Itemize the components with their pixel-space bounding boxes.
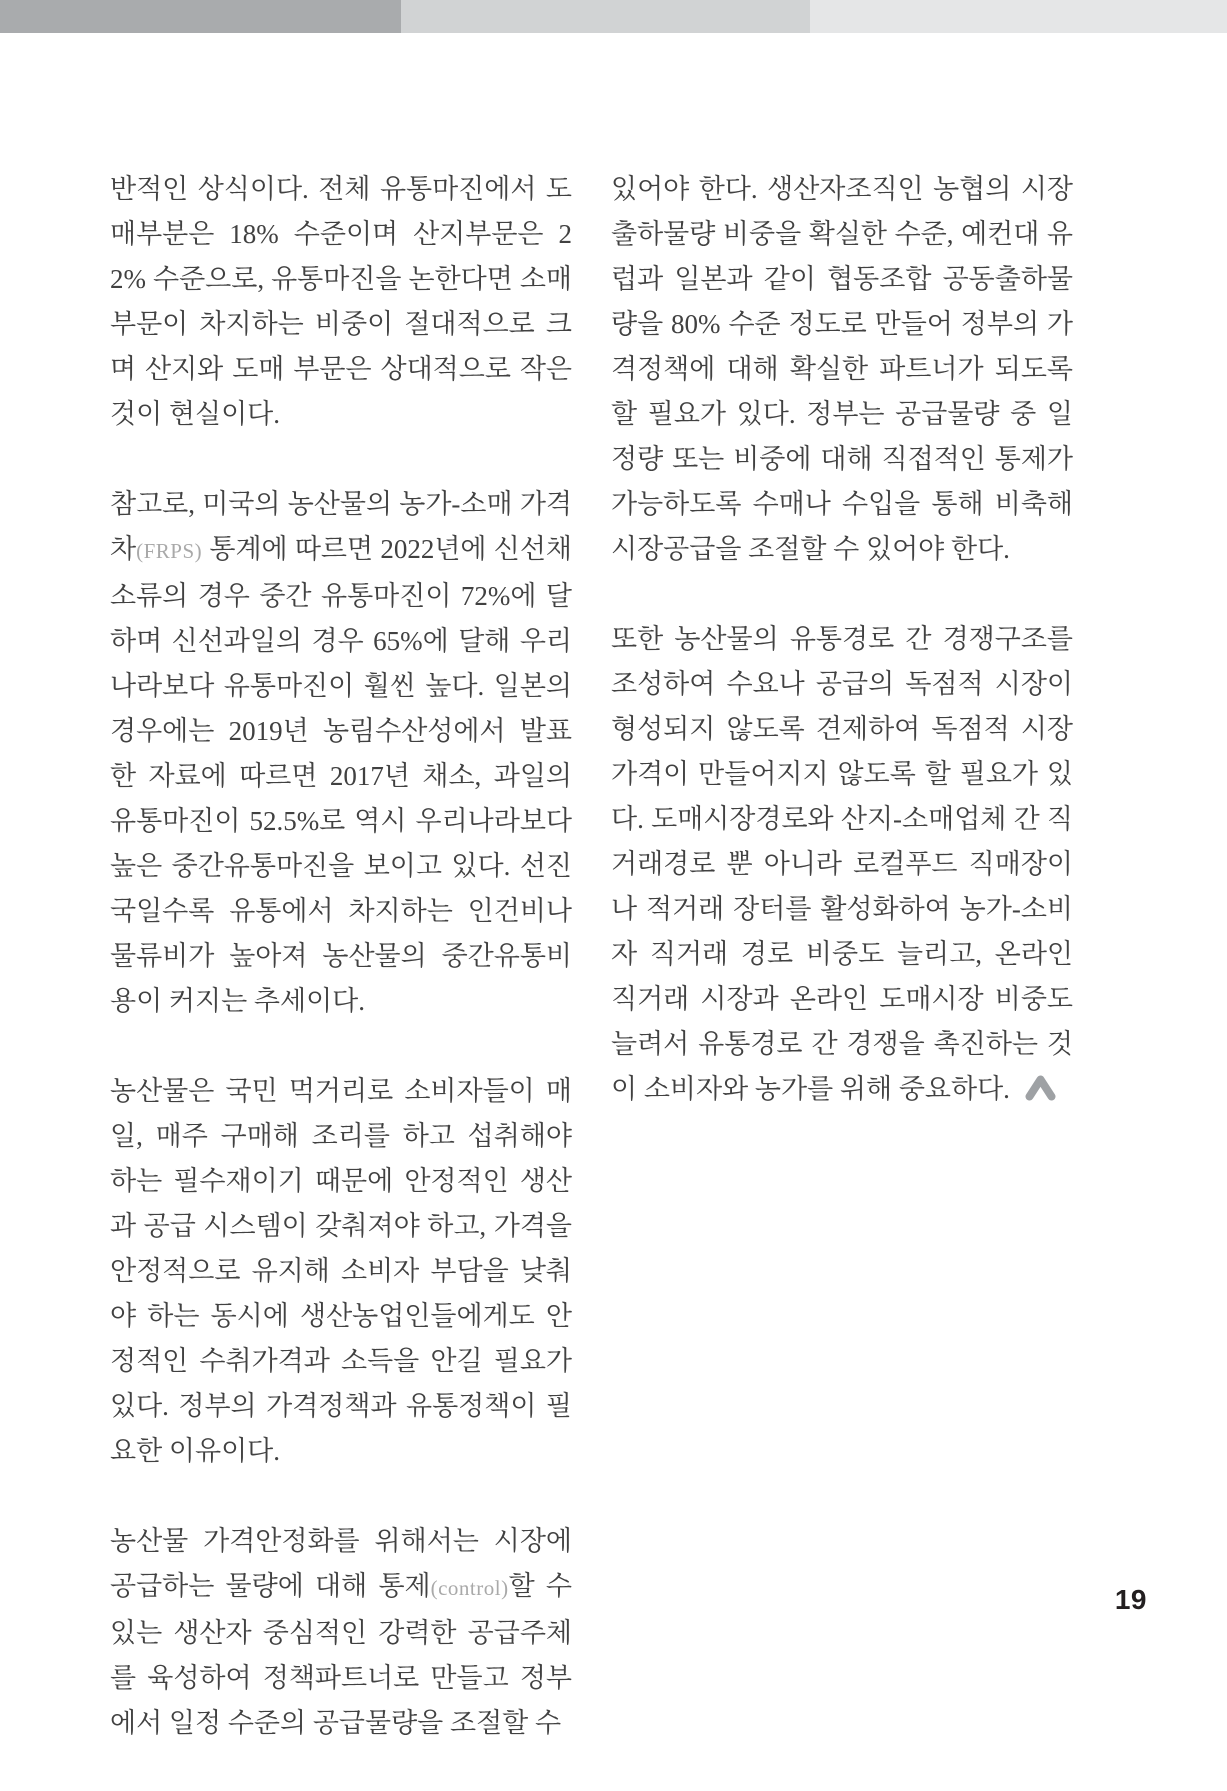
text-run: 또한 농산물의 유통경로 간 경쟁구조를 조성하여 수요나 공급의 독점적 시장이 형성되지 않도록 견제하여 독점적 시장가격이 만들어지지 않도록 할 필요가 있다. 도매시장경로와 산지-소매업체 간 직거래경로 뿐 아니라 로컬푸드 직매장이나 적거래 장터를 활성화하여 농가-소비자 직거래 경로 비중도 늘리고, 온라인 직거래 시장과 온라인 도매시장 비중도 늘려서 유통경로 간 경쟁을 촉진하는 것이 소비자와 농가를 위해 중요하다. [611,624,1073,1104]
article-body [110,167,1073,1791]
header-segment-dark [0,0,401,33]
text-column-left [110,167,572,1791]
paragraph [110,1519,572,1746]
paragraph [611,617,1073,1115]
text-run: 농산물은 국민 먹거리로 소비자들이 매일, 매주 구매해 조리를 하고 섭취해야 하는 필수재이기 때문에 안정적인 생산과 공급 시스템이 갖춰져야 하고, 가격을 안정적으로 유지해 소비자 부담을 낮춰야 하는 동시에 생산농업인들에게도 안정적인 수취가격과 소득을 안길 필요가 있다. 정부의 가격정책과 유통정책이 필요한 이유이다. [110,1076,572,1466]
header-segment-light [810,0,1227,33]
text-run: 있어야 한다. 생산자조직인 농협의 시장출하물량 비중을 확실한 수준, 예컨대 유럽과 일본과 같이 협동조합 공동출하물량을 80% 수준 정도로 만들어 정부의 가격정책에 대해 확실한 파트너가 되도록 할 필요가 있다. 정부는 공급물량 중 일정량 또는 비중에 대해 직접적인 통제가 가능하도록 수매나 수입을 통해 비축해 시장공급을 조절할 수 있어야 한다. [611,174,1073,564]
paragraph [110,1069,572,1474]
header-bar [0,0,1227,33]
text-run: 할 수 있는 생산자 중심적인 강력한 공급주체를 육성하여 정책파트너로 만들고 정부에서 일정 수준의 공급물량을 조절할 수 [110,1571,572,1738]
page-number: 19 [1114,1584,1147,1615]
text-run: 참고로, 미국의 농산물의 농가-소매 가격차 [110,489,572,564]
paragraph [110,167,572,437]
text-run: 농산물 가격안정화를 위해서는 시장에 공급하는 물량에 대해 통제 [110,1526,572,1601]
text-column-right [611,167,1073,1791]
text-run: 통계에 따르면 2022년에 신선채소류의 경우 중간 유통마진이 72%에 달하며 신선과일의 경우 65%에 달해 우리나라보다 유통마진이 훨씬 높다. 일본의 경우에는 2019년 농림수산성에서 발표한 자료에 따르면 2017년 채소, 과일의 유통마진이 52.5%로 역시 우리나라보다 높은 중간유통마진을 보이고 있다. 선진국일수록 유통에서 차지하는 인건비나 물류비가 높아져 농산물의 중간유통비용이 커지는 추세이다. [110,534,572,1016]
paragraph [110,482,572,1024]
header-segment-medium [401,0,810,33]
latin-annotation-run: (control) [430,1576,509,1600]
text-run: 반적인 상식이다. 전체 유통마진에서 도매부분은 18% 수준이며 산지부문은 22% 수준으로, 유통마진을 논한다면 소매부문이 차지하는 비중이 절대적으로 크며 산지와 도매 부문은 상대적으로 작은 것이 현실이다. [110,174,572,429]
article-end-chevron-up-icon [1025,1070,1056,1115]
paragraph [611,167,1073,572]
latin-annotation-run: (FRPS) [136,539,203,563]
